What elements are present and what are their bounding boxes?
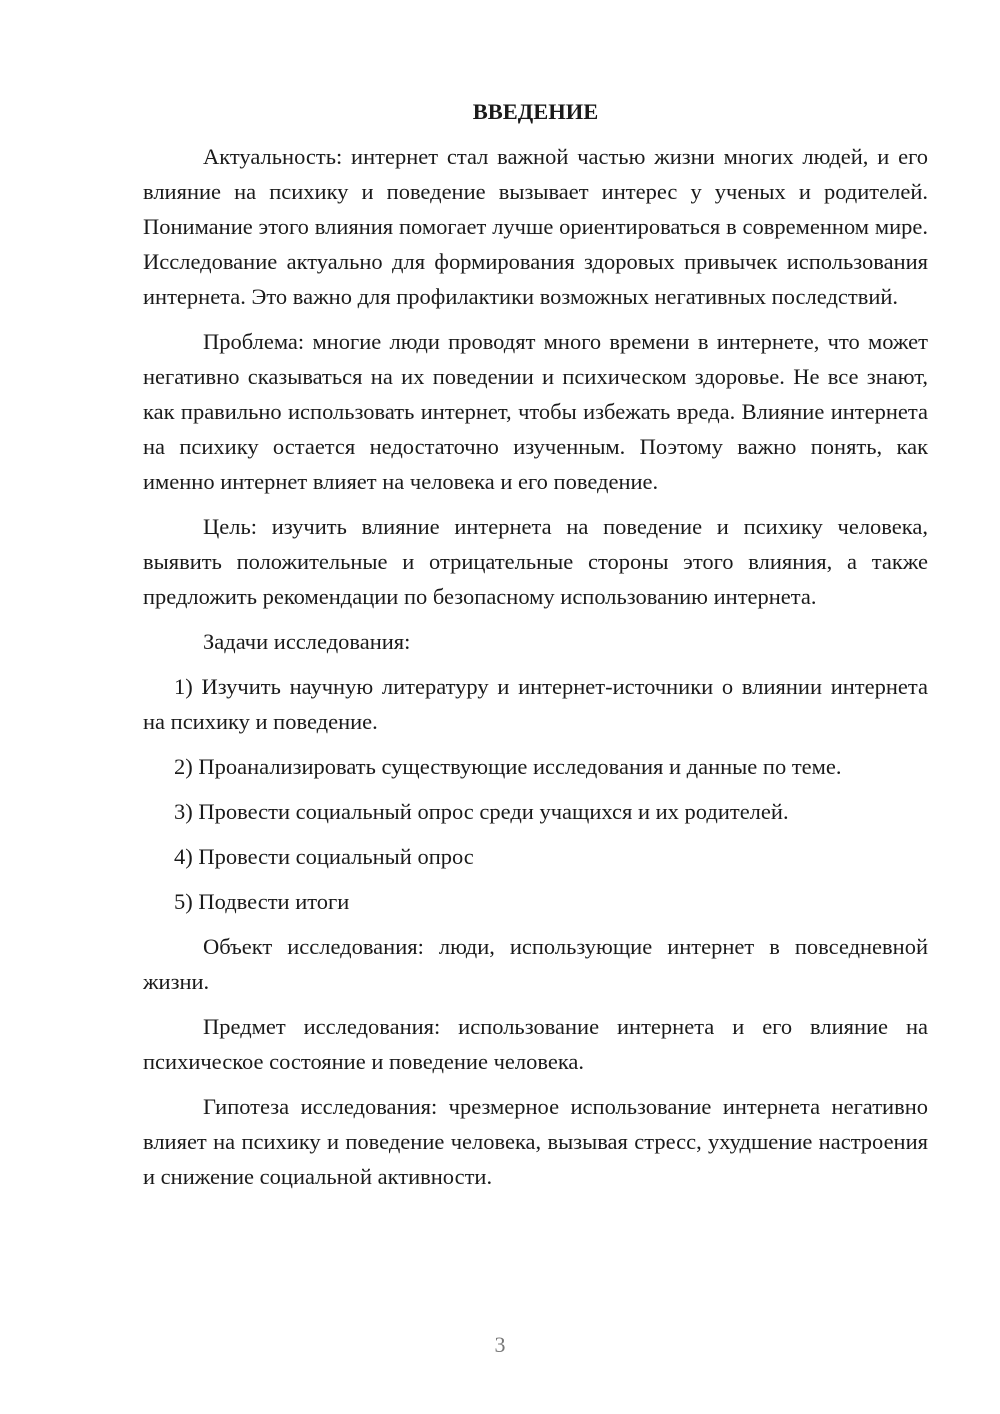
task-item-2: 2) Проанализировать существующие исследования и данные по теме. [174, 754, 842, 779]
tasks-title: Задачи исследования: [203, 629, 411, 654]
task-item-3: 3) Провести социальный опрос среди учащихся и их родителей. [174, 799, 789, 824]
goal-paragraph: Цель: изучить влияние интернета на поведение и психику человека, выявить положительные и отрицательные стороны этого влияния, а также предложить рекомендации по безопасному использованию интернета. [143, 514, 928, 609]
section-heading: ВВЕДЕНИЕ [472, 99, 599, 124]
subject-paragraph: Предмет исследования: использование интернета и его влияние на психическое состояние и поведение человека. [143, 1014, 928, 1074]
task-item-1: 1) Изучить научную литературу и интернет-источники о влиянии интернета на психику и поведение. [143, 674, 928, 734]
object-paragraph: Объект исследования: люди, использующие интернет в повседневной жизни. [143, 934, 928, 994]
task-item-5: 5) Подвести итоги [174, 889, 350, 914]
document-page [143, 94, 928, 1204]
page-number: 3 [494, 1332, 506, 1357]
hypothesis-paragraph: Гипотеза исследования: чрезмерное использование интернета негативно влияет на психику и поведение человека, вызывая стресс, ухудшение настроения и снижение социальной активности. [143, 1094, 928, 1189]
task-item-4: 4) Провести социальный опрос [174, 844, 474, 869]
problem-paragraph: Проблема: многие люди проводят много времени в интернете, что может негативно сказываться на их поведении и психическом здоровье. Не все знают, как правильно использовать интернет, чтобы избежать вреда. Влияние интернета на психику остается недостаточно изученным. Поэтому важно понять, как именно интернет влияет на человека и его поведение. [143, 329, 928, 494]
relevance-paragraph: Актуальность: интернет стал важной частью жизни многих людей, и его влияние на психику и поведение вызывает интерес у ученых и родителей. Понимание этого влияния помогает лучше ориентироваться в современном мире. Исследование актуально для формирования здоровых привычек использования интернета. Это важно для профилактики возможных негативных последствий. [143, 144, 928, 309]
